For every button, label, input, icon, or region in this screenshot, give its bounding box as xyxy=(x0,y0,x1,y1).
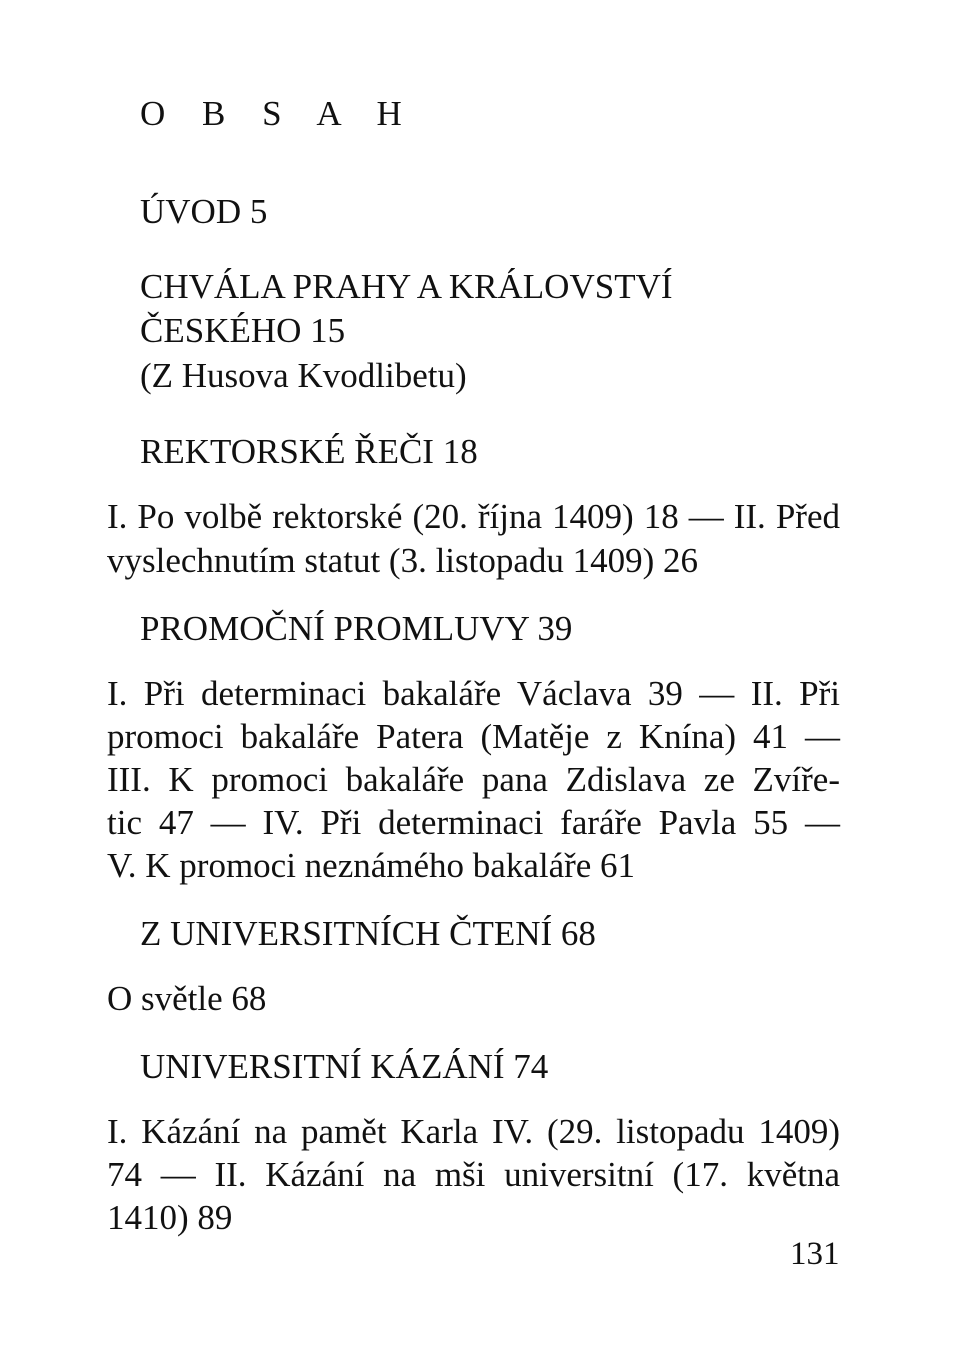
toc-promocni-entry-line-3: III. K promoci bakaláře pana Zdislava ze Zvíře- xyxy=(107,760,840,799)
toc-promocni-entry-line-1: I. Při determinaci bakaláře Václava 39 — II. Při xyxy=(107,674,840,713)
toc-rektorske-heading: REKTORSKÉ ŘEČI 18 xyxy=(140,432,478,471)
toc-uvod-heading: ÚVOD 5 xyxy=(140,192,268,231)
toc-universitni-kazani-entry-line-1: I. Kázání na pamět Karla IV. (29. listopadu 1409) xyxy=(107,1112,840,1151)
page-title: O B S A H xyxy=(140,94,416,133)
toc-universitni-kazani-heading: UNIVERSITNÍ KÁZÁNÍ 74 xyxy=(140,1047,549,1086)
toc-universitnich-cteni-entry: O světle 68 xyxy=(107,979,267,1018)
toc-chvala-heading-line-1: CHVÁLA PRAHY A KRÁLOVSTVÍ xyxy=(140,267,673,306)
toc-chvala-subtitle: (Z Husova Kvodlibetu) xyxy=(140,356,467,395)
toc-rektorske-entry-line-2: vyslechnutím statut (3. listopadu 1409) 26 xyxy=(107,541,699,580)
toc-promocni-entry-line-2: promoci bakaláře Patera (Matěje z Knína) 41 — xyxy=(107,717,840,756)
toc-universitni-kazani-entry-line-2: 74 — II. Kázání na mši universitní (17. května xyxy=(107,1155,840,1194)
toc-promocni-entry-line-5: V. K promoci neznámého bakaláře 61 xyxy=(107,846,636,885)
toc-promocni-heading: PROMOČNÍ PROMLUVY 39 xyxy=(140,609,573,648)
toc-chvala-heading-line-2: ČESKÉHO 15 xyxy=(140,311,346,350)
toc-rektorske-entry-line-1: I. Po volbě rektorské (20. října 1409) 18 — II. Před xyxy=(107,497,840,536)
toc-universitni-kazani-entry-line-3: 1410) 89 xyxy=(107,1198,233,1237)
toc-universitnich-cteni-heading: Z UNIVERSITNÍCH ČTENÍ 68 xyxy=(140,914,596,953)
page-number: 131 xyxy=(790,1236,840,1272)
toc-promocni-entry-line-4: tic 47 — IV. Při determinaci faráře Pavla 55 — xyxy=(107,803,840,842)
